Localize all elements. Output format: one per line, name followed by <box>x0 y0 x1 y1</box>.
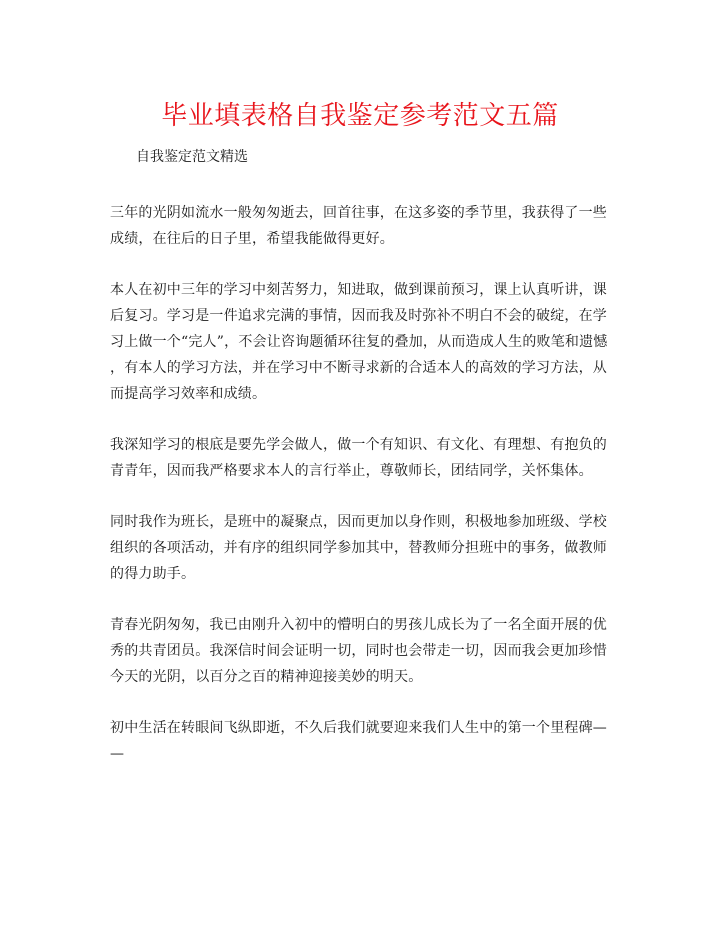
paragraph-line: 习上做一个“完人”，不会让咨询题循环往复的叠加，从而造成人生的败笔和遗憾 <box>110 334 608 350</box>
paragraph-line: 本人在初中三年的学习中刻苦努力，知进取，做到课前预习，课上认真听讲，课 <box>110 282 607 298</box>
paragraph <box>110 509 610 587</box>
paragraph-line: 青青年，因而我严格要求本人的言行举止，尊敬师长，团结同学，关怀集体。 <box>110 463 593 479</box>
paragraph <box>110 612 610 690</box>
paragraph <box>110 715 610 767</box>
paragraph-line: 三年的光阴如流水一般匆匆逝去，回首往事，在这多姿的季节里，我获得了一些 <box>110 205 607 221</box>
paragraph-line: 成绩，在往后的日子里，希望我能做得更好。 <box>110 231 394 247</box>
paragraph-line: 的得力助手。 <box>110 566 196 582</box>
paragraph <box>110 277 610 407</box>
paragraph <box>110 432 610 484</box>
document-title: 毕业填表格自我鉴定参考范文五篇 <box>161 101 559 131</box>
paragraph-line: 组织的各项活动，并有序的组织同学参加其中，替教师分担班中的事务，做教师 <box>110 540 607 556</box>
paragraph-line: — <box>110 746 125 762</box>
document-body <box>110 200 610 792</box>
document-subtitle: 自我鉴定范文精选 <box>136 149 248 165</box>
paragraph-line: ，有本人的学习方法，并在学习中不断寻求新的合适本人的高效的学习方法，从 <box>110 360 607 376</box>
paragraph-line: 同时我作为班长，是班中的凝聚点，因而更加以身作则，积极地参加班级、学校 <box>110 514 607 530</box>
paragraph-line: 而提高学习效率和成绩。 <box>110 386 267 402</box>
paragraph-line: 青春光阴匆匆，我已由刚升入初中的懵明白的男孩儿成长为了一名全面开展的优 <box>110 617 607 633</box>
paragraph-line: 后复习。学习是一件追求完满的事情，因而我及时弥补不明白不会的破绽，在学 <box>110 308 607 324</box>
paragraph <box>110 200 610 252</box>
paragraph-line: 我深知学习的根底是要先学会做人，做一个有知识、有文化、有理想、有抱负的 <box>110 437 607 453</box>
paragraph-line: 今天的光阴，以百分之百的精神迎接美妙的明天。 <box>110 669 423 685</box>
paragraph-line: 秀的共青团员。我深信时间会证明一切，同时也会带走一切，因而我会更加珍惜 <box>110 643 607 659</box>
paragraph-line: 初中生活在转眼间飞纵即逝，不久后我们就要迎来我们人生中的第一个里程碑— <box>110 720 607 736</box>
